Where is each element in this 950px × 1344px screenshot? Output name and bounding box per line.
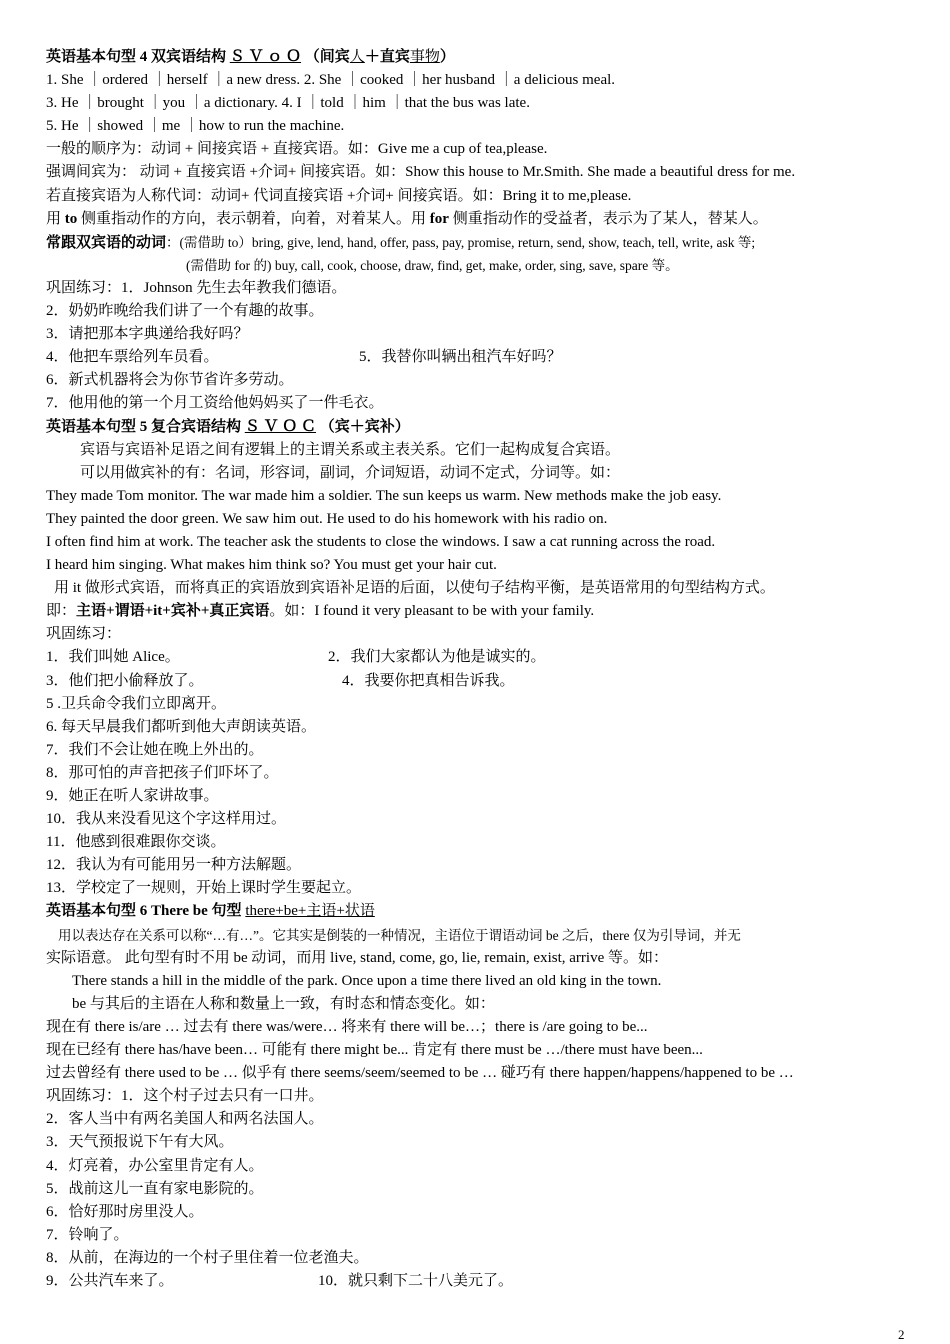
tense-line: 过去曾经有 there used to be … 似乎有 there seems/seem/seemed to be … 碰巧有 there happen/happens/happened to be …: [46, 1065, 794, 1082]
heading-text: 英语基本句型 6 There be 句型: [46, 903, 246, 920]
practice-item: 12．我认为有可能用另一种方法解题。: [46, 857, 302, 874]
heading-note-thing: 事物: [409, 49, 440, 65]
rule-keyword: to: [64, 210, 78, 227]
practice-item: 3．请把那本字典递给我好吗？: [46, 326, 249, 343]
heading-note: （宾＋宾补）: [319, 418, 410, 435]
practice-item: 3．他们把小偷释放了。: [46, 672, 204, 689]
section-4-heading: [46, 46, 916, 69]
example-line: 1. She ｜ordered ｜herself ｜a new dress. 2. She ｜cooked ｜her husband ｜a delicious meal.: [46, 72, 616, 89]
verbs-line: [46, 231, 916, 254]
practice-item: 9．她正在听人家讲故事。: [46, 788, 219, 804]
practice-item: 8．从前，在海边的一个村子里住着一位老渔夫。: [46, 1249, 369, 1266]
practice-item: 2．奶奶昨晚给我们讲了一个有趣的故事。: [46, 303, 324, 320]
practice-item: 5．战前这儿一直有家电影院的。: [46, 1180, 264, 1197]
rule-text: 侧重指动作的方向，表示朝着，向着，对着某人。用: [77, 210, 430, 227]
rule-text: 侧重指动作的受益者，表示为了某人，替某人。: [448, 210, 768, 227]
document-page: [46, 46, 916, 1293]
heading-pattern: Ｓ Ｖ ｏ Ｏ: [229, 49, 302, 65]
formula-line: [46, 600, 916, 623]
verbs-for-list: (需借助 for 的) buy, call, cook, choose, draw, find, get, make, order, sing, save, spare 等。: [186, 257, 679, 273]
section-6-heading: [46, 900, 916, 923]
intro-line: 可以用做宾补的有：名词，形容词，副词，介词短语，动词不定式，分词等。如：: [80, 464, 621, 481]
practice-item: 4．灯亮着，办公室里肯定有人。: [46, 1157, 264, 1174]
practice-item: 6．恰好那时房里没人。: [46, 1203, 204, 1220]
section-5-heading: [46, 416, 916, 439]
practice-item: 5 .卫兵命令我们立即离开。: [46, 695, 227, 712]
practice-row: [46, 1270, 916, 1293]
practice-item: 7．我们不会让她在晚上外出的。: [46, 741, 264, 758]
formula: 主语+谓语+it+宾补+真正宾语: [76, 603, 270, 620]
practice-item: 巩固练习：1．这个村子过去只有一口井。: [46, 1088, 324, 1105]
page-number: 2: [898, 1327, 905, 1342]
formula-example: 。如：I found it very pleasant to be with your family.: [269, 603, 595, 620]
example-line: They painted the door green. We saw him out. He used to do his homework with his radio on.: [46, 510, 608, 527]
rule-keyword: for: [429, 210, 449, 227]
agreement-note: be 与其后的主语在人称和数量上一致，有时态和情态变化。如：: [72, 995, 495, 1012]
example-line: I often find him at work. The teacher ask the students to close the windows. I saw a cat running across the road.: [46, 533, 716, 550]
practice-item: 3．天气预报说下午有大风。: [46, 1134, 234, 1151]
practice-item: 4．我要你把真相告诉我。: [342, 672, 515, 689]
formula-prefix: 即：: [46, 603, 77, 620]
example-line: I heard him singing. What makes him think so? You must get your hair cut.: [46, 557, 497, 574]
practice-item: 11．他感到很难跟你交谈。: [46, 834, 226, 851]
heading-text: 英语基本句型 5 复合宾语结构: [46, 418, 245, 435]
example-line: There stands a hill in the middle of the park. Once upon a time there lived an old king in the town.: [72, 972, 662, 989]
practice-item: 2．客人当中有两名美国人和两名法国人。: [46, 1111, 324, 1128]
rule-line: [46, 208, 916, 231]
example-line: They made Tom monitor. The war made him a soldier. The sun keeps us warm. New methods make the job easy.: [46, 487, 722, 504]
verbs-label: 常跟双宾语的动词: [46, 234, 167, 251]
heading-note: ）: [439, 49, 455, 65]
rule-text: 用: [46, 210, 65, 227]
intro-line: 实际语意。 此句型有时不用 be 动词，而用 live, stand, come, go, lie, remain, exist, arrive 等。如：: [46, 949, 668, 966]
practice-item: 13．学校定了一规则，开始上课时学生要起立。: [46, 880, 362, 897]
practice-item: 5．我替你叫辆出租汽车好吗？: [359, 349, 562, 366]
heading-note-person: 人: [349, 49, 365, 65]
practice-item: 巩固练习：1．Johnson 先生去年教我们德语。: [46, 279, 347, 296]
practice-item: 4．他把车票给列车员看。: [46, 349, 219, 366]
practice-item: 2．我们大家都认为他是诚实的。: [328, 649, 546, 666]
practice-item: 9．公共汽车来了。: [46, 1272, 174, 1289]
practice-item: 8．那可怕的声音把孩子们吓坏了。: [46, 764, 279, 781]
practice-row: [46, 670, 916, 693]
example-line: 3. He ｜brought ｜you ｜a dictionary. 4. I ｜told ｜him ｜that the bus was late.: [46, 95, 530, 112]
practice-item: 10．就只剩下二十八美元了。: [318, 1272, 514, 1289]
verbs-to-list: ：(需借助 to）bring, give, lend, hand, offer, pass, pay, promise, return, send, show, teach, tell, write, ask 等;: [166, 234, 756, 250]
practice-item: 7．铃响了。: [46, 1226, 129, 1243]
rule-line: 若直接宾语为人称代词：动词+ 代词直接宾语 +介词+ 间接宾语。如：Bring it to me,please.: [46, 187, 632, 204]
example-line: 5. He ｜showed ｜me ｜how to run the machine.: [46, 118, 345, 135]
practice-label: 巩固练习：: [46, 626, 122, 643]
rule-line: 一般的顺序为：动词 + 间接宾语 + 直接宾语。如：Give me a cup of tea,please.: [46, 141, 548, 158]
rule-line: 强调间宾为： 动词 + 直接宾语 +介词+ 间接宾语。如：Show this house to Mr.Smith. She made a beautiful dress for me.: [46, 164, 796, 181]
practice-row: [46, 346, 916, 369]
practice-item: 1．我们叫她 Alice。: [46, 649, 180, 666]
heading-formula: there+be+主语+状语: [245, 903, 375, 920]
practice-item: 7．他用他的第一个月工资给他妈妈买了一件毛衣。: [46, 395, 384, 412]
tense-line: 现在已经有 there has/have been… 可能有 there might be... 肯定有 there must be …/there must have been...: [46, 1042, 703, 1059]
intro-line: 宾语与宾语补足语之间有逻辑上的主谓关系或主表关系。它们一起构成复合宾语。: [80, 441, 621, 458]
rule-line: 用 it 做形式宾语，而将真正的宾语放到宾语补足语的后面，以使句子结构平衡，是英语常用的句型结构方式。: [54, 580, 775, 597]
intro-line: 用以表达存在关系可以称“…有…”。它其实是倒装的一种情况，主语位于谓语动词 be 之后，there 仅为引导词，并无: [58, 927, 741, 943]
heading-note: ＋直宾: [364, 49, 410, 65]
practice-item: 6．新式机器将会为你节省许多劳动。: [46, 372, 294, 389]
practice-row: [46, 646, 916, 669]
practice-item: 6. 每天早晨我们都听到他大声朗读英语。: [46, 718, 317, 735]
heading-note: （间宾: [304, 49, 350, 65]
heading-pattern: Ｓ Ｖ Ｏ Ｃ: [244, 418, 317, 435]
practice-item: 10．我从来没看见这个字这样用过。: [46, 811, 287, 828]
heading-text: 英语基本句型 4 双宾语结构: [46, 49, 230, 65]
tense-line: 现在有 there is/are … 过去有 there was/were… 将来有 there will be…；there is /are going to be...: [46, 1018, 648, 1035]
